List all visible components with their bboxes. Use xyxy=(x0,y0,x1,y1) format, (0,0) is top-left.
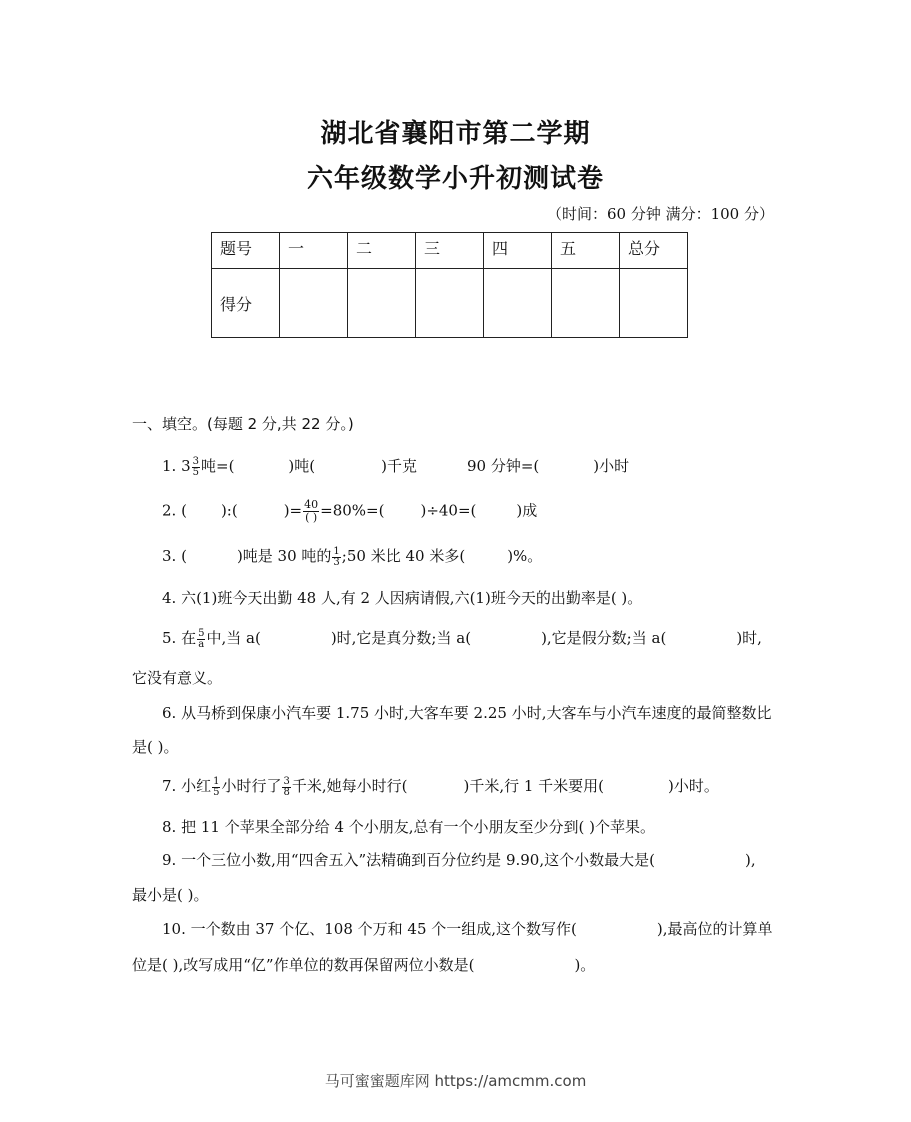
q5-text-e: )时, xyxy=(736,629,762,647)
q1-text-d: 90 分钟=( xyxy=(467,457,540,475)
q7-text-d: )千米,行 1 千米要用( xyxy=(463,777,605,795)
question-2 xyxy=(162,499,537,524)
question-5 xyxy=(162,628,762,650)
question-9 xyxy=(162,850,756,870)
fraction-numerator: 3 xyxy=(192,455,199,467)
q1-fraction xyxy=(192,457,200,478)
score-table-header-cell: 四 xyxy=(484,233,552,269)
q1-text-c: )千克 xyxy=(381,457,417,475)
score-table-header-row xyxy=(212,233,688,269)
q7-text-b: 小时行了 xyxy=(221,777,282,795)
score-table-score-row xyxy=(212,269,688,338)
question-3 xyxy=(162,546,542,568)
fraction-denominator: 8 xyxy=(283,786,290,798)
q3-text-c: ;50 米比 40 米多( xyxy=(341,547,466,565)
q10-text-b: ),最高位的计算单 xyxy=(656,920,773,938)
q5-text-d: ),它是假分数;当 a( xyxy=(541,629,667,647)
score-cell xyxy=(416,269,484,338)
question-10-continuation xyxy=(132,955,595,975)
fraction-numerator: 1 xyxy=(213,775,220,787)
score-cell xyxy=(552,269,620,338)
q2-text-a: 2. ( xyxy=(162,501,187,520)
score-cell xyxy=(484,269,552,338)
q5-fraction xyxy=(197,629,205,650)
score-table xyxy=(211,232,688,338)
fraction-numerator: 3 xyxy=(283,775,290,787)
score-table-header-cell: 三 xyxy=(416,233,484,269)
score-table-header-cell: 五 xyxy=(552,233,620,269)
q2-text-d: =80%=( xyxy=(320,501,385,520)
exam-title-line1: 湖北省襄阳市第二学期 xyxy=(320,119,591,149)
q2-text-b: ):( xyxy=(220,501,238,520)
q10-text-d: )。 xyxy=(574,956,596,974)
q2-text-e: )÷40=( xyxy=(420,501,477,520)
q1-text-b: )吨( xyxy=(288,457,316,475)
section-heading: 一、填空。(每题 2 分,共 22 分。) xyxy=(132,415,354,433)
question-5-continuation: 它没有意义。 xyxy=(132,669,223,687)
q7-fraction-2 xyxy=(282,777,290,798)
fraction-denominator: ( ) xyxy=(305,511,318,524)
q5-text-b: 中,当 a( xyxy=(206,629,261,647)
q2-text-f: )成 xyxy=(516,501,538,520)
q3-text-a: 3. ( xyxy=(162,547,187,565)
q3-text-b: )吨是 30 吨的 xyxy=(236,547,332,565)
score-cell xyxy=(348,269,416,338)
question-4: 4. 六(1)班今天出勤 48 人,有 2 人因病请假,六(1)班今天的出勤率是( )。 xyxy=(162,589,643,607)
fraction-denominator: 5 xyxy=(213,786,220,798)
question-7 xyxy=(162,776,719,798)
q10-text-a: 10. 一个数由 37 个亿、108 个万和 45 个一组成,这个数写作( xyxy=(162,920,577,938)
question-6: 6. 从马桥到保康小汽车要 1.75 小时,大客车要 2.25 小时,大客车与小汽车速度的最简整数比 xyxy=(162,704,772,722)
q2-text-c: )= xyxy=(283,501,303,520)
question-8: 8. 把 11 个苹果全部分给 4 个小朋友,总有一个小朋友至少分到( )个苹果。 xyxy=(162,818,656,836)
q1-text-e: )小时 xyxy=(593,457,630,475)
score-table-header-cell: 题号 xyxy=(212,233,280,269)
question-10 xyxy=(162,919,773,939)
q2-fraction xyxy=(303,499,319,524)
score-table-header-cell: 一 xyxy=(280,233,348,269)
q7-text-e: )小时。 xyxy=(668,777,719,795)
q1-prefix: 1. 3 xyxy=(162,457,191,475)
fraction-numerator: 40 xyxy=(304,498,319,511)
exam-title-line2: 六年级数学小升初测试卷 xyxy=(306,164,604,194)
fraction-denominator: 3 xyxy=(333,556,340,568)
q9-text-a: 9. 一个三位小数,用“四舍五入”法精确到百分位约是 9.90,这个小数最大是( xyxy=(162,851,655,869)
q7-text-a: 7. 小红 xyxy=(162,777,212,795)
footer-watermark: 马可蜜蜜题库网 https://amcmm.com xyxy=(324,1072,587,1090)
q10-text-c: 位是( ),改写成用“亿”作单位的数再保留两位小数是( xyxy=(132,956,475,974)
score-cell xyxy=(280,269,348,338)
score-cell xyxy=(620,269,688,338)
q3-text-d: )%。 xyxy=(507,547,543,565)
q5-text-a: 5. 在 xyxy=(162,629,197,647)
q5-text-c: )时,它是真分数;当 a( xyxy=(330,629,472,647)
question-6-continuation: 是( )。 xyxy=(132,738,179,756)
fraction-numerator: 5 xyxy=(198,627,205,639)
question-9-continuation: 最小是( )。 xyxy=(132,886,209,904)
q9-text-b: ), xyxy=(744,851,756,869)
q1-text-a: 吨=( xyxy=(201,457,235,475)
q7-fraction-1 xyxy=(212,777,220,798)
q7-text-c: 千米,她每小时行( xyxy=(291,777,408,795)
fraction-denominator: 5 xyxy=(192,466,199,478)
score-table-header-cell: 二 xyxy=(348,233,416,269)
score-row-label: 得分 xyxy=(212,269,280,338)
q3-fraction xyxy=(332,547,340,568)
question-1 xyxy=(162,456,629,478)
fraction-denominator: a xyxy=(198,638,205,650)
exam-meta: （时间：60 分钟 满分：100 分） xyxy=(546,205,774,223)
fraction-numerator: 1 xyxy=(333,545,340,557)
score-table-header-cell: 总分 xyxy=(620,233,688,269)
